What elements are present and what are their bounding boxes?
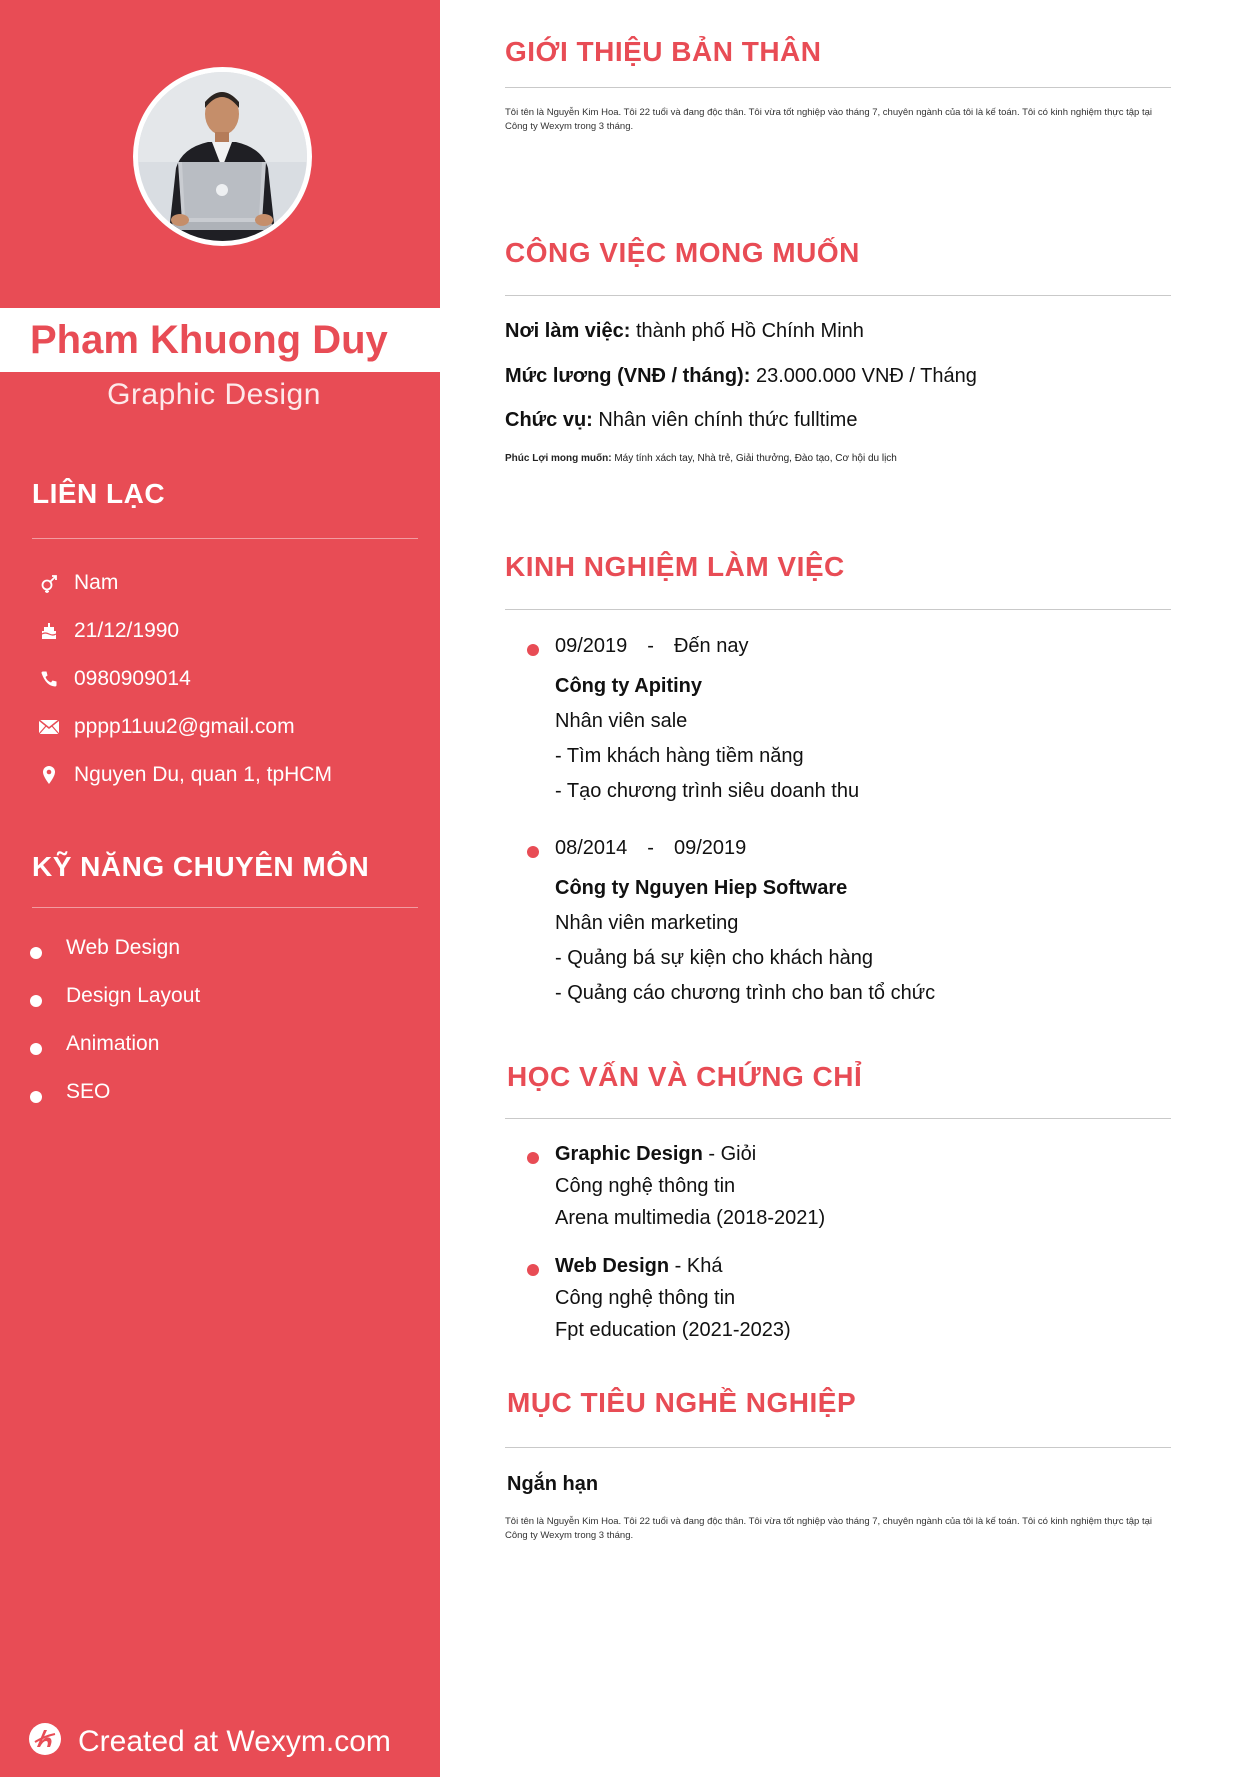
experience-1-to: Đến nay bbox=[673, 635, 749, 657]
divider bbox=[505, 295, 1171, 296]
career-goal-subheading: Ngắn hạn bbox=[507, 1473, 599, 1495]
avatar-frame bbox=[133, 67, 312, 246]
timeline-bullet-icon bbox=[527, 644, 539, 656]
date-separator: - bbox=[647, 635, 654, 657]
experience-1-company: Công ty Apitiny bbox=[555, 675, 703, 697]
career-goal-heading: MỤC TIÊU NGHỀ NGHIỆP bbox=[507, 1387, 857, 1418]
divider bbox=[32, 538, 418, 539]
contact-item-gender bbox=[36, 566, 118, 600]
experience-2-to: 09/2019 bbox=[673, 837, 747, 859]
wexym-logo-icon bbox=[28, 1722, 62, 1761]
experience-2-role: Nhân viên marketing bbox=[555, 912, 739, 934]
contact-gender: Nam bbox=[74, 571, 119, 594]
salary-row bbox=[505, 365, 977, 388]
skill-item: SEO bbox=[30, 1076, 110, 1108]
skill-item: Animation bbox=[30, 1028, 159, 1060]
benefits-row bbox=[505, 453, 897, 464]
experience-heading: KINH NGHIỆM LÀM VIỆC bbox=[505, 551, 845, 582]
education-1-school: Arena multimedia (2018-2021) bbox=[555, 1207, 826, 1229]
position-row bbox=[505, 409, 857, 432]
experience-1-role: Nhân viên sale bbox=[555, 710, 688, 732]
workplace-label: Nơi làm việc: bbox=[505, 320, 631, 342]
benefits-value: Máy tính xách tay, Nhà trẻ, Giải thưởng, Đào tạo, Cơ hội du lịch bbox=[614, 453, 897, 464]
timeline-bullet-icon bbox=[527, 1264, 539, 1276]
education-1-major: Công nghệ thông tin bbox=[555, 1175, 736, 1197]
phone-icon bbox=[36, 666, 62, 692]
education-2-major: Công nghệ thông tin bbox=[555, 1287, 736, 1309]
avatar bbox=[138, 72, 307, 241]
benefits-label: Phúc Lợi mong muốn: bbox=[505, 453, 612, 464]
contact-item-address bbox=[36, 758, 332, 792]
date-separator: - bbox=[647, 837, 654, 859]
salary-label: Mức lương (VNĐ / tháng): bbox=[505, 365, 751, 387]
bullet-icon bbox=[30, 1091, 42, 1103]
workplace-value: thành phố Hồ Chính Minh bbox=[635, 320, 864, 342]
position-label: Chức vụ: bbox=[505, 409, 593, 431]
skills-heading: KỸ NĂNG CHUYÊN MÔN bbox=[32, 851, 370, 882]
contact-birthday: 21/12/1990 bbox=[74, 619, 180, 642]
workplace-row bbox=[505, 320, 864, 343]
experience-1-dates bbox=[555, 635, 748, 658]
desired-job-heading: CÔNG VIỆC MONG MUỐN bbox=[505, 237, 860, 268]
location-icon bbox=[36, 762, 62, 788]
skill-item: Design Layout bbox=[30, 980, 200, 1012]
education-2-school: Fpt education (2021-2023) bbox=[555, 1319, 791, 1341]
education-heading: HỌC VẤN VÀ CHỨNG CHỈ bbox=[507, 1061, 863, 1092]
experience-2-dates bbox=[555, 837, 746, 860]
footer-text: Created at Wexym.com bbox=[78, 1724, 391, 1758]
footer-credit[interactable] bbox=[28, 1722, 391, 1761]
cake-icon bbox=[36, 618, 62, 644]
contact-phone: 0980909014 bbox=[74, 667, 191, 690]
contact-item-phone[interactable] bbox=[36, 662, 191, 696]
divider bbox=[505, 87, 1171, 88]
about-text: Tôi tên là Nguyễn Kim Hoa. Tôi 22 tuổi và đang độc thân. Tôi vừa tốt nghiệp vào tháng 7, chuyên ngành của tôi là kế toán. Tôi có kinh nghiệm thực tập tại Công ty Wexym trong 3 tháng. bbox=[505, 107, 1152, 132]
experience-2-task: - Quảng bá sự kiện cho khách hàng bbox=[555, 947, 874, 969]
education-2-course: Web Design - Khá bbox=[555, 1255, 723, 1277]
timeline-bullet-icon bbox=[527, 1152, 539, 1164]
candidate-name: Pham Khuong Duy bbox=[30, 318, 388, 362]
career-goal-text: Tôi tên là Nguyễn Kim Hoa. Tôi 22 tuổi và đang độc thân. Tôi vừa tốt nghiệp vào tháng 7, chuyên ngành của tôi là kế toán. Tôi có kinh nghiệm thực tập tại Công ty Wexym trong 3 tháng. bbox=[505, 1516, 1152, 1541]
bullet-icon bbox=[30, 995, 42, 1007]
name-band bbox=[0, 308, 440, 372]
bullet-icon bbox=[30, 947, 42, 959]
experience-2-company: Công ty Nguyen Hiep Software bbox=[555, 877, 848, 899]
skill-item: Web Design bbox=[30, 932, 180, 964]
divider bbox=[505, 1118, 1171, 1119]
divider bbox=[505, 1447, 1171, 1448]
experience-1-task: - Tạo chương trình siêu doanh thu bbox=[555, 780, 860, 802]
salary-value: 23.000.000 VNĐ / Tháng bbox=[755, 365, 977, 387]
contact-address: Nguyen Du, quan 1, tpHCM bbox=[74, 763, 332, 786]
education-1-course: Graphic Design - Giỏi bbox=[555, 1143, 757, 1165]
contact-item-email[interactable] bbox=[36, 710, 295, 744]
sidebar bbox=[0, 0, 440, 1777]
timeline-bullet-icon bbox=[527, 846, 539, 858]
position-value: Nhân viên chính thức fulltime bbox=[598, 409, 858, 431]
bullet-icon bbox=[30, 1043, 42, 1055]
about-heading: GIỚI THIỆU BẢN THÂN bbox=[505, 36, 822, 67]
experience-1-from: 09/2019 bbox=[555, 635, 628, 657]
experience-2-task: - Quảng cáo chương trình cho ban tổ chức bbox=[555, 982, 936, 1004]
contact-email: pppp11uu2@gmail.com bbox=[74, 715, 295, 738]
mail-icon bbox=[36, 714, 62, 740]
experience-2-from: 08/2014 bbox=[555, 837, 628, 859]
contact-heading: LIÊN LẠC bbox=[32, 478, 166, 509]
job-title: Graphic Design bbox=[107, 378, 321, 411]
divider bbox=[505, 609, 1171, 610]
experience-1-task: - Tìm khách hàng tiềm năng bbox=[555, 745, 804, 767]
contact-item-birthday bbox=[36, 614, 179, 648]
divider bbox=[32, 907, 418, 908]
gender-icon bbox=[36, 570, 62, 596]
